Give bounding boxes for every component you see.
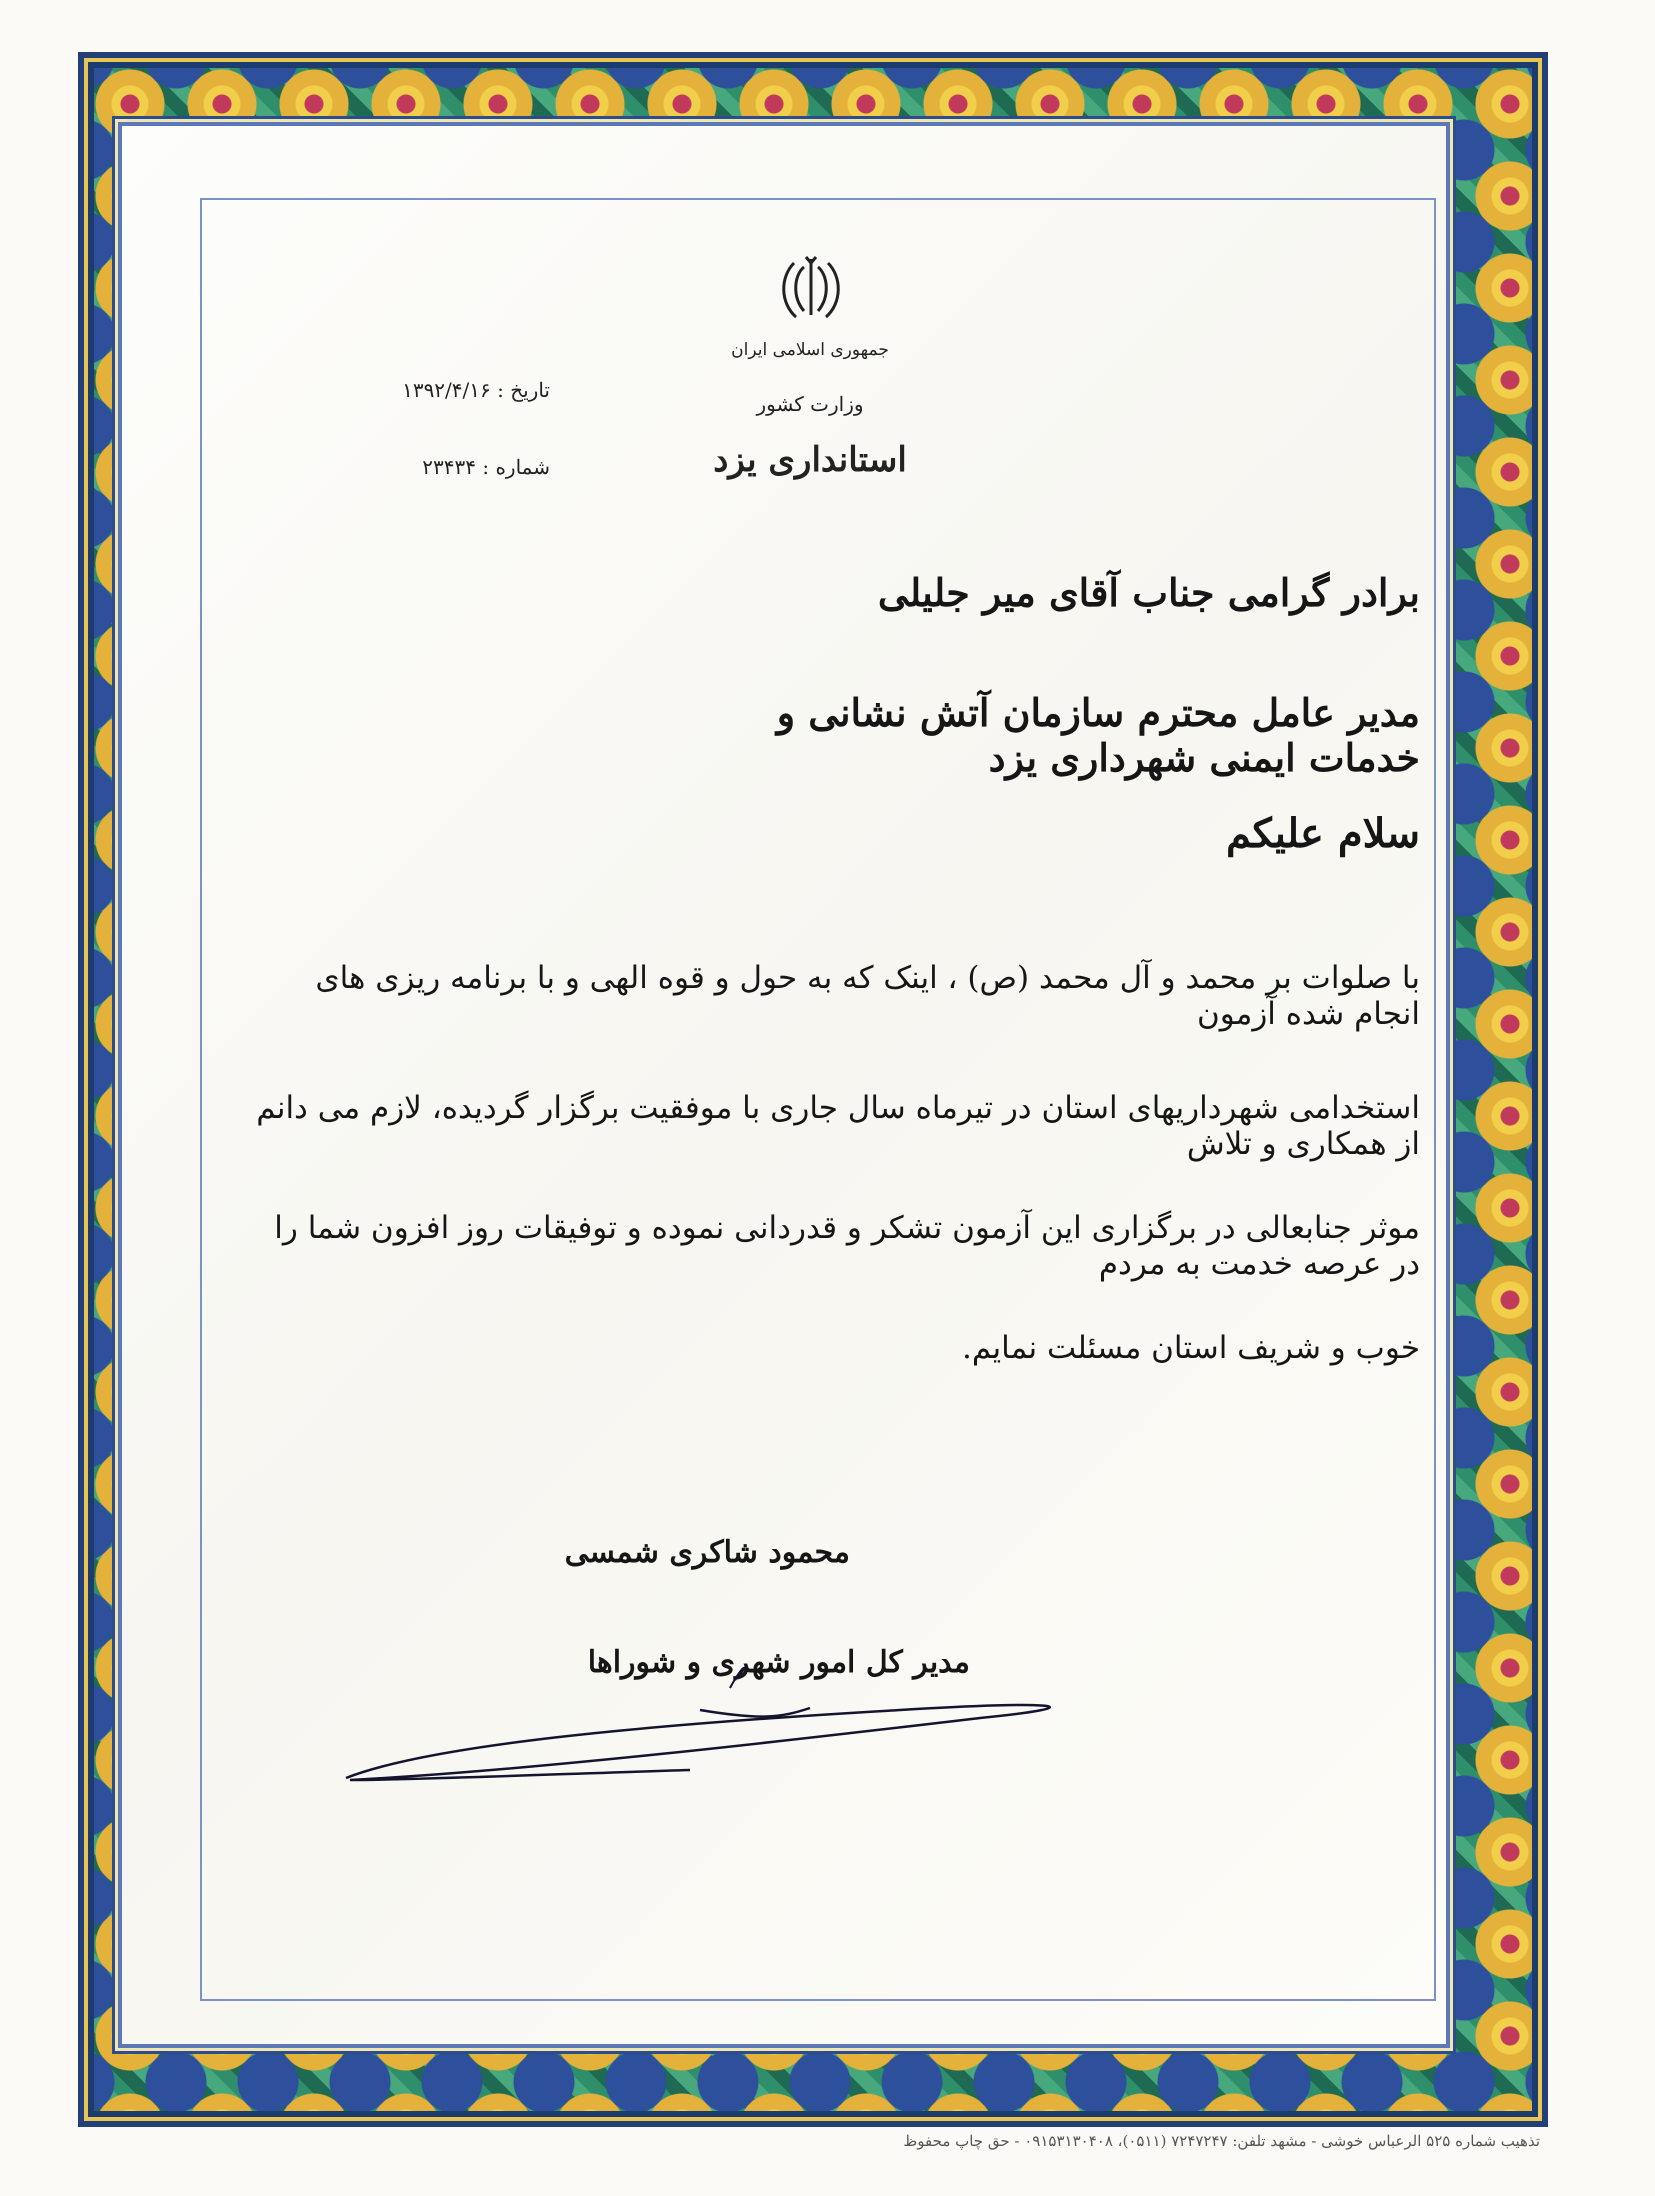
body-line: خوب و شریف استان مسئلت نمایم. — [962, 1330, 1420, 1366]
letter-number: شماره : ۲۳۴۳۴ — [422, 455, 550, 479]
print-footer: تذهیب شماره ۵۲۵ الرعباس خوشی - مشهد تلفن: ۷۲۴۷۲۴۷ (۰۵۱۱)، ۰۹۱۵۳۱۳۰۴۰۸ - حق چاپ محفوظ — [903, 2132, 1540, 2150]
ministry-name: وزارت کشور — [756, 392, 864, 416]
letter-date: تاریخ : ۱۳۹۲/۴/۱۶ — [402, 378, 550, 402]
signatory-title: مدیر کل امور شهری و شوراها — [587, 1645, 970, 1680]
country-name: جمهوری اسلامی ایران — [731, 340, 889, 360]
body-line: با صلوات بر محمد و آل محمد (ص) ، اینک که به حول و قوه الهی و با برنامه ریزی های انجام شده آزمون — [315, 960, 1420, 1032]
salutation-recipient: برادر گرامی جناب آقای میر جلیلی — [877, 570, 1420, 615]
signatory-name: محمود شاکری شمسی — [564, 1535, 850, 1570]
office-name: استانداری یزد — [713, 440, 907, 480]
iran-emblem-icon — [776, 253, 846, 325]
salutation-position: مدیر عامل محترم سازمان آتش نشانی و خدمات ایمنی شهرداری یزد — [776, 690, 1420, 780]
greeting: سلام علیکم — [1226, 810, 1420, 857]
handwritten-signature — [340, 1540, 1100, 1810]
body-line: استخدامی شهرداریهای استان در تیرماه سال جاری با موفقیت برگزار گردیده، لازم می دانم از همکاری و تلاش — [256, 1090, 1420, 1162]
body-line: موثر جنابعالی در برگزاری این آزمون تشکر و قدردانی نموده و توفیقات روز افزون شما را در عرصه خدمت به مردم — [274, 1210, 1420, 1282]
